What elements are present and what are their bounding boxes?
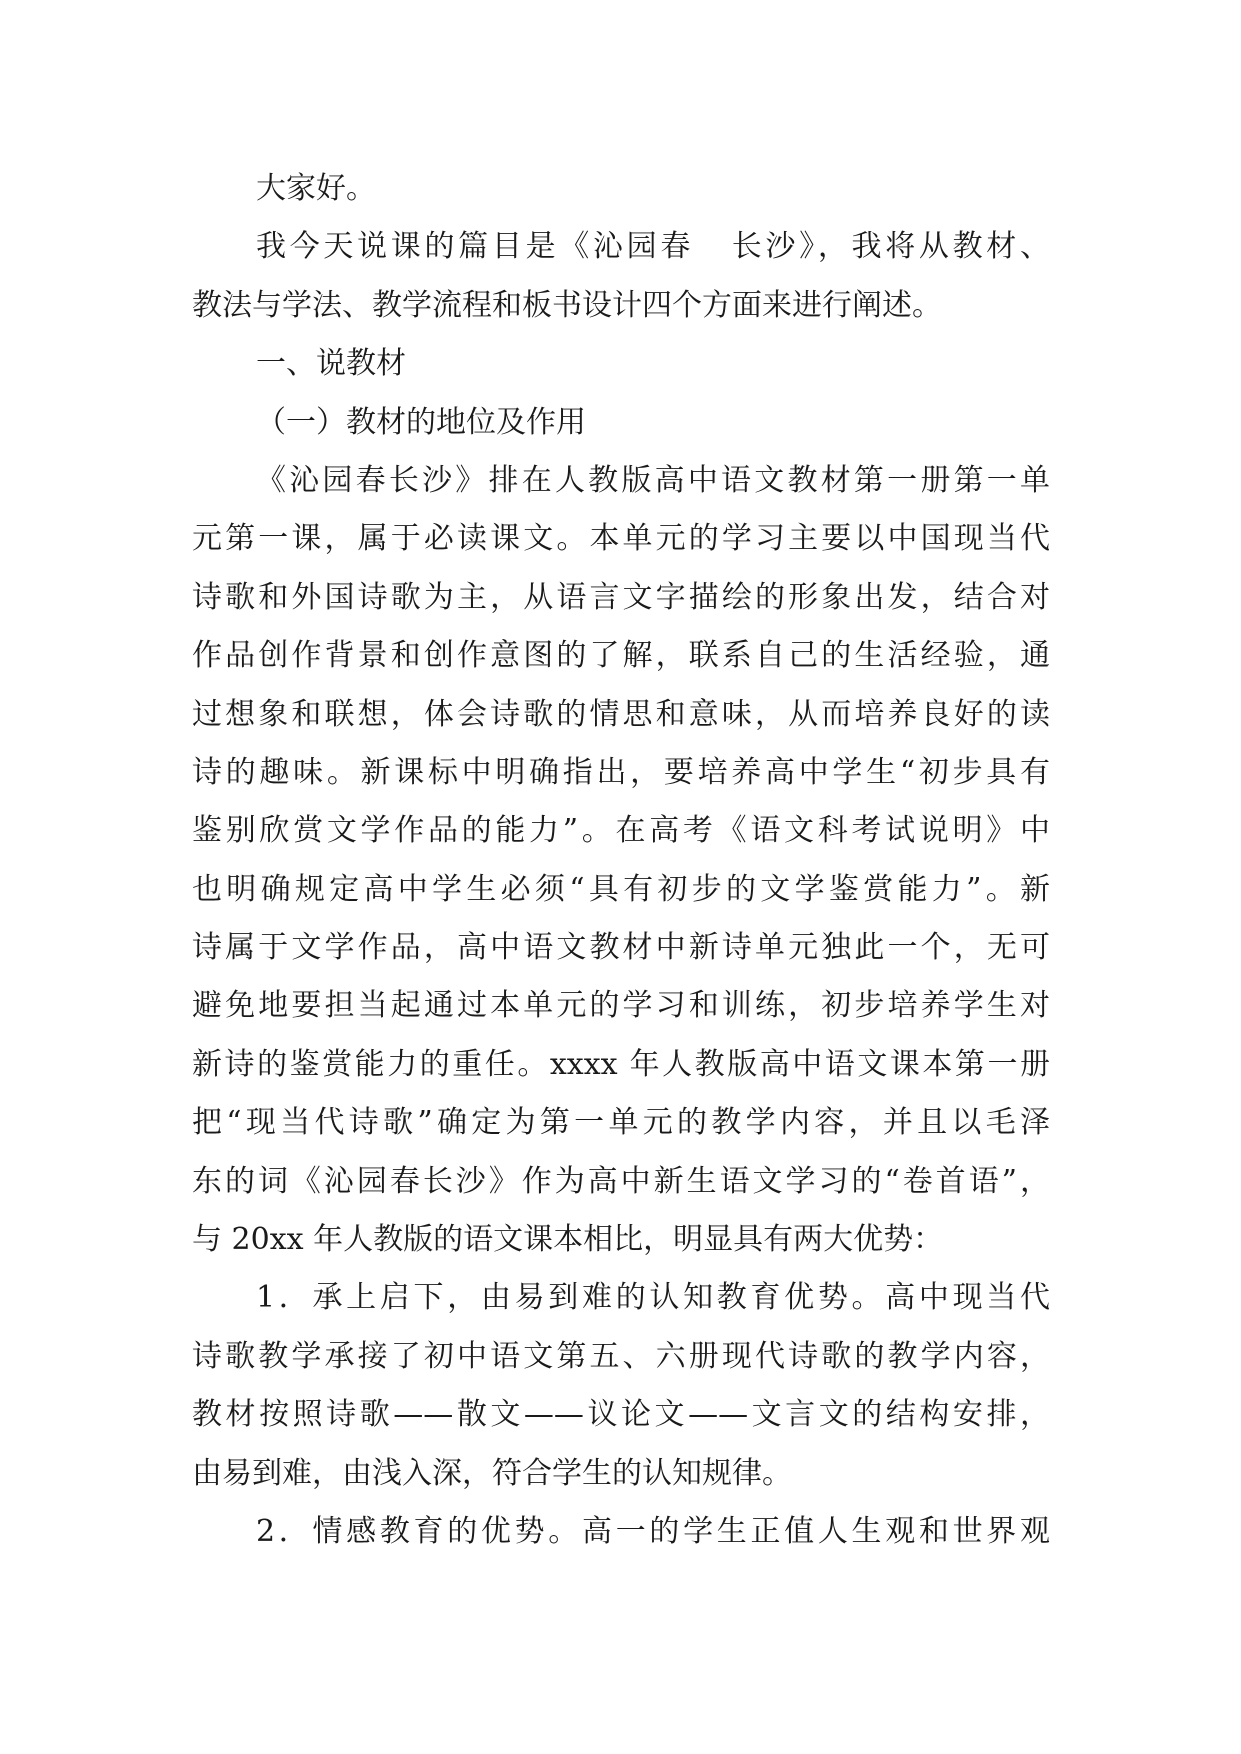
paragraph-line: 避免地要担当起通过本单元的学习和训练，初步培养学生对	[192, 988, 1050, 1024]
paragraph-line: 诗属于文学作品，高中语文教材中新诗单元独此一个，无可	[192, 930, 1050, 966]
point-line: 诗歌教学承接了初中语文第五、六册现代诗歌的教学内容，	[192, 1338, 1050, 1374]
intro-text-a: 我今天说课的篇目是《沁园春	[256, 229, 695, 265]
intro-line-1	[192, 218, 1050, 276]
section-title: 一、说教材	[256, 346, 406, 382]
paragraph-line: 把“现当代诗歌”确定为第一单元的教学内容，并且以毛泽	[192, 1105, 1050, 1141]
paragraph-line: 与 20xx 年人教版的语文课本相比，明显具有两大优势：	[192, 1222, 944, 1258]
point-line: 教材按照诗歌——散文——议论文——文言文的结构安排，	[192, 1397, 1050, 1433]
paragraph-line: 过想象和联想，体会诗歌的情思和意味，从而培养良好的读	[192, 696, 1050, 732]
paragraph-line: 诗歌和外国诗歌为主，从语言文字描绘的形象出发，结合对	[192, 579, 1050, 615]
section-heading	[192, 335, 1050, 393]
point-line: 2．情感教育的优势。高一的学生正值人生观和世界观	[256, 1513, 1050, 1549]
intro-line-2	[192, 277, 1050, 335]
paragraph-line: 《沁园春长沙》排在人教版高中语文教材第一册第一单	[256, 462, 1050, 498]
intro-text-c: 教法与学法、教学流程和板书设计四个方面来进行阐述。	[192, 287, 942, 323]
paragraph-line: 新诗的鉴赏能力的重任。xxxx 年人教版高中语文课本第一册	[192, 1046, 1050, 1082]
point-line: 由易到难，由浅入深，符合学生的认知规律。	[192, 1455, 792, 1491]
paragraph-line: 东的词《沁园春长沙》作为高中新生语文学习的“卷首语”，	[192, 1163, 1050, 1199]
paragraph-line: 元第一课，属于必读课文。本单元的学习主要以中国现当代	[192, 521, 1050, 557]
paragraph-line: 鉴别欣赏文学作品的能力”。在高考《语文科考试说明》中	[192, 813, 1050, 849]
document-body	[192, 160, 1050, 1561]
paragraph-line: 作品创作背景和创作意图的了解，联系自己的生活经验，通	[192, 638, 1050, 674]
intro-text-b: 长沙》，我将从教材、	[728, 229, 1050, 265]
point-line: 1．承上启下，由易到难的认知教育优势。高中现当代	[256, 1280, 1050, 1316]
greeting-line	[192, 160, 1050, 218]
paragraph-line: 也明确规定高中学生必须“具有初步的文学鉴赏能力”。新	[192, 871, 1050, 907]
subsection-heading	[192, 394, 1050, 452]
subsection-title: （一）教材的地位及作用	[256, 404, 586, 440]
paragraph-line: 诗的趣味。新课标中明确指出，要培养高中学生“初步具有	[192, 754, 1050, 790]
greeting-text: 大家好。	[256, 171, 376, 206]
